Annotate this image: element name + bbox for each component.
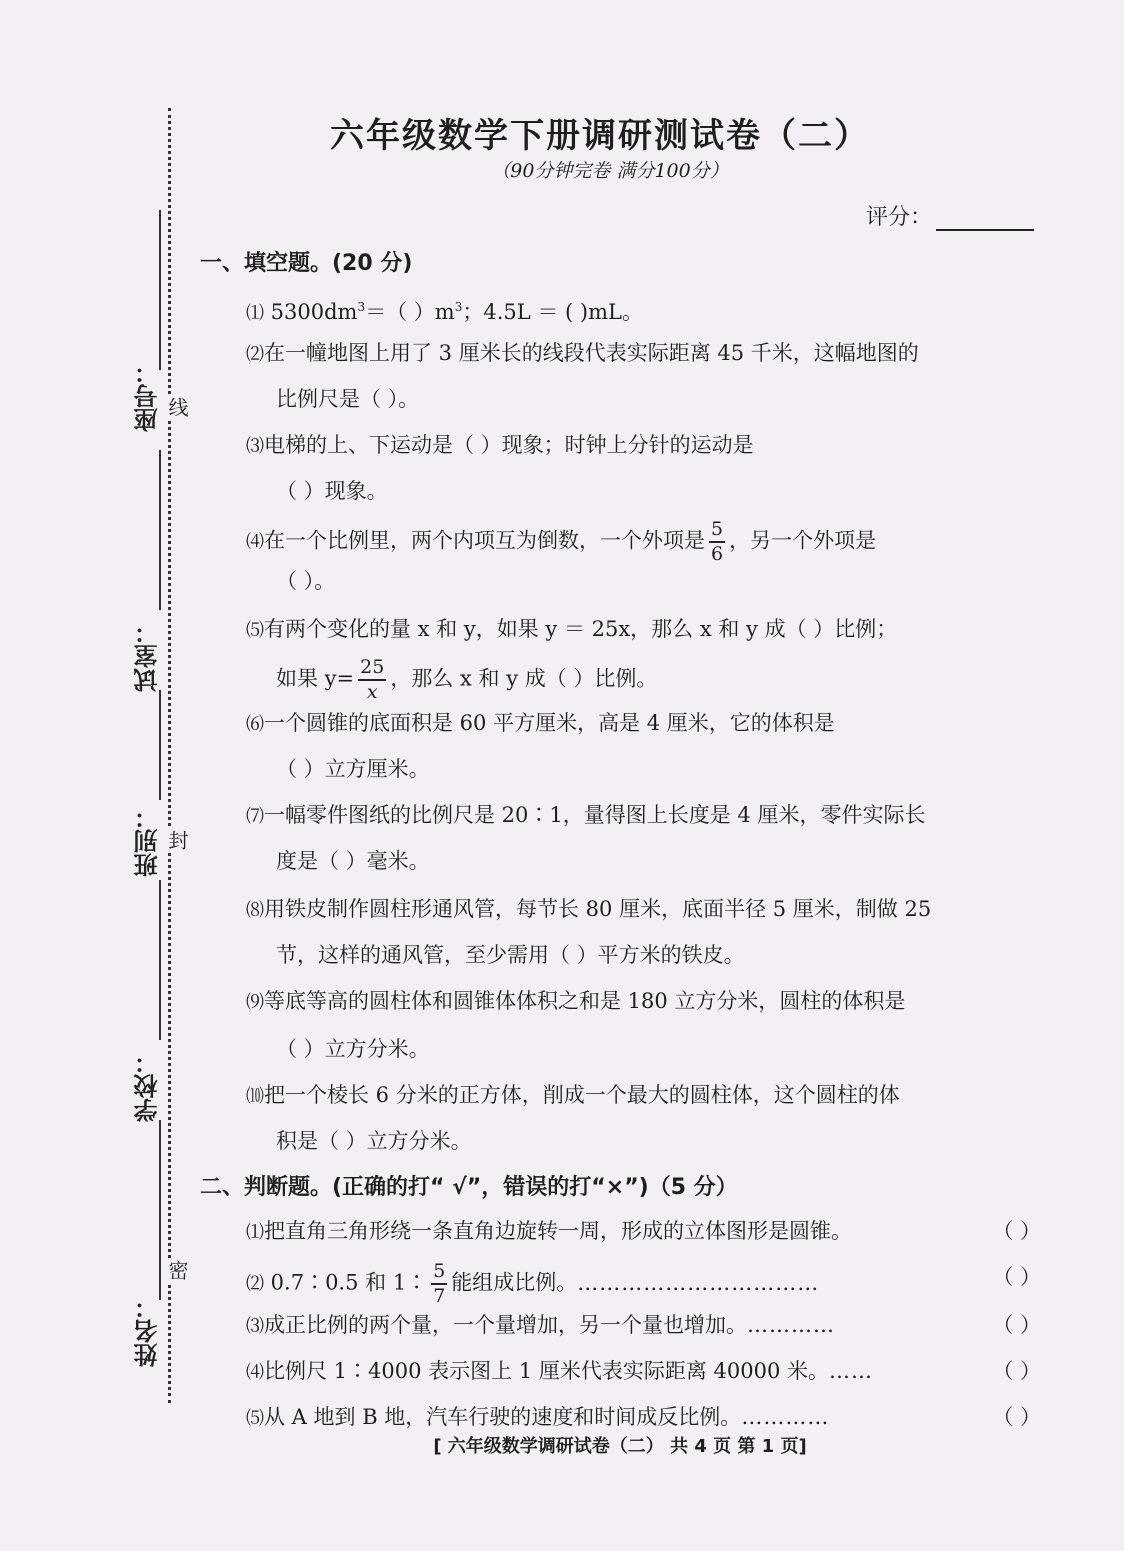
line-mark: 线 bbox=[163, 395, 192, 419]
class-blank-line bbox=[159, 690, 161, 800]
question-1-3-cont: （ ）现象。 bbox=[276, 479, 388, 503]
score-field bbox=[866, 200, 1034, 231]
question-1-7: ⑺一幅零件图纸的比例尺是 20∶1，量得图上长度是 4 厘米，零件实际长 bbox=[246, 803, 926, 827]
section2-heading: 二、判断题。(正确的打“ √”，错误的打“×”)（5 分） bbox=[200, 1175, 738, 1200]
school-blank-line bbox=[159, 880, 161, 1040]
question-1-7-cont: 度是（ ）毫米。 bbox=[276, 849, 430, 873]
question-1-5-cont: 如果 y= $\frac{25}{x}$ ，那么 x 和 y 成（ ）比例。 bbox=[276, 656, 658, 703]
page-title: 六年级数学下册调研测试卷（二） bbox=[330, 116, 870, 156]
question-1-5: ⑸有两个变化的量 x 和 y，如果 y ＝ 25x，那么 x 和 y 成（ ）比例； bbox=[246, 617, 898, 641]
section1-heading: 一、填空题。(20 分) bbox=[200, 251, 413, 276]
fraction-5-6: $\frac{5}{6}$ bbox=[711, 518, 724, 565]
question-1-8-cont: 节，这样的通风管，至少需用（ ）平方米的铁皮。 bbox=[276, 943, 745, 967]
judge-3-answer[interactable]: （ ） bbox=[992, 1313, 1041, 1337]
seat-label: 座号： bbox=[134, 360, 162, 432]
room-blank-line bbox=[159, 450, 161, 610]
fraction-25-x: $\frac{25}{x}$ bbox=[360, 656, 385, 703]
question-1-8: ⑻用铁皮制作圆柱形通风管，每节长 80 厘米，底面半径 5 厘米，制做 25 bbox=[246, 897, 932, 921]
question-1-2-cont: 比例尺是（ ）。 bbox=[276, 387, 420, 411]
room-label: 试室： bbox=[134, 620, 162, 692]
judge-5: ⑸从 A 地到 B 地，汽车行驶的速度和时间成反比例。………… （ ） bbox=[246, 1402, 1041, 1434]
judge-4: ⑷比例尺 1∶4000 表示图上 1 厘米代表实际距离 40000 米。…… （ ） bbox=[246, 1356, 1041, 1388]
question-1-6-cont: （ ）立方厘米。 bbox=[276, 757, 430, 781]
score-label: 评分： bbox=[866, 205, 933, 230]
question-1-10-cont: 积是（ ）立方分米。 bbox=[276, 1129, 472, 1153]
school-label: 学校： bbox=[134, 1050, 162, 1122]
judge-5-answer[interactable]: （ ） bbox=[992, 1405, 1041, 1429]
question-1-2: ⑵在一幢地图上用了 3 厘米长的线段代表实际距离 45 千米，这幅地图的 bbox=[246, 341, 919, 365]
binding-dotted-line bbox=[168, 108, 171, 1403]
judge-3: ⑶成正比例的两个量，一个量增加，另一个量也增加。………… （ ） bbox=[246, 1310, 1041, 1342]
seal-mark: 封 bbox=[163, 828, 192, 852]
fraction-5-7: $\frac{5}{7}$ bbox=[433, 1260, 446, 1307]
name-label: 姓名： bbox=[134, 1295, 162, 1367]
question-1-3: ⑶电梯的上、下运动是（ ）现象；时钟上分针的运动是 bbox=[246, 433, 754, 457]
question-1-4: ⑷在一个比例里，两个内项互为倒数，一个外项是 $\frac{5}{6}$ ，另一个外项是 bbox=[246, 518, 877, 565]
judge-1-answer[interactable]: （ ） bbox=[992, 1219, 1041, 1243]
seat-blank-line bbox=[159, 210, 161, 370]
question-1-4-cont: （ ）。 bbox=[276, 569, 336, 593]
name-blank-line bbox=[159, 1120, 161, 1300]
class-label: 班别： bbox=[134, 805, 162, 877]
secret-mark: 密 bbox=[163, 1258, 192, 1282]
question-1-9-cont: （ ）立方分米。 bbox=[276, 1037, 430, 1061]
question-1-9: ⑼等底等高的圆柱体和圆锥体体积之和是 180 立方分米，圆柱的体积是 bbox=[246, 989, 906, 1013]
judge-4-answer[interactable]: （ ） bbox=[992, 1359, 1041, 1383]
question-1-10: ⑽把一个棱长 6 分米的正方体，削成一个最大的圆柱体，这个圆柱的体 bbox=[246, 1083, 900, 1107]
score-blank[interactable] bbox=[936, 207, 1034, 231]
judge-1: ⑴把直角三角形绕一条直角边旋转一周，形成的立体图形是圆锥。 （ ） bbox=[246, 1216, 1041, 1248]
page-footer: [ 六年级数学调研试卷（二） 共 4 页 第 1 页] bbox=[433, 1436, 807, 1457]
question-1-1: ⑴ $5300dm^3=$（ ）$m^3$；4.5L ＝ ( )mL。 bbox=[246, 300, 643, 324]
page-subtitle: （90分钟完卷 满分100分） bbox=[491, 160, 729, 182]
judge-2-answer[interactable]: （ ） bbox=[992, 1265, 1041, 1289]
judge-2: ⑵ 0.7∶0.5 和 1∶ $\frac{5}{7}$ 能组成比例。…………………………… （ ） bbox=[246, 1260, 1041, 1307]
question-1-6: ⑹一个圆锥的底面积是 60 平方厘米，高是 4 厘米，它的体积是 bbox=[246, 711, 835, 735]
